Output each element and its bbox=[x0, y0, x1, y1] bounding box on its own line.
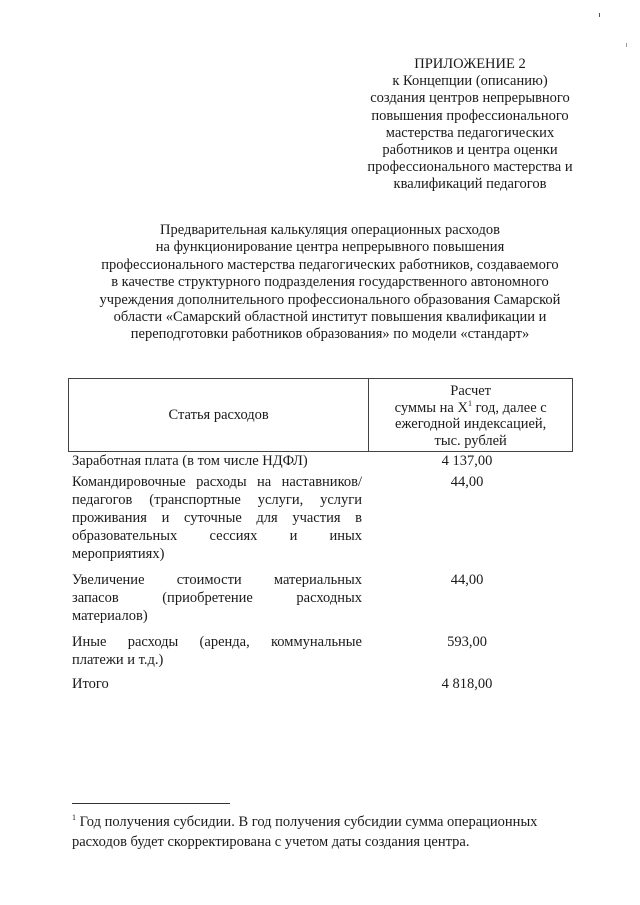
row-name bbox=[72, 452, 362, 470]
header-amount-line: тыс. рублей bbox=[434, 432, 507, 449]
row-name bbox=[72, 473, 362, 563]
title-line: учреждения дополнительного профессионального образования Самарской bbox=[99, 291, 561, 308]
title-line: области «Самарский областной институт повышения квалификации и bbox=[113, 309, 547, 326]
header-expense-item: Статья расходов bbox=[69, 379, 369, 452]
table-row bbox=[72, 473, 572, 563]
appendix-line: мастерства педагогических bbox=[385, 124, 555, 141]
row-name-line: Заработная плата (в том числе НДФЛ) bbox=[72, 453, 308, 469]
title-line: переподготовки работников образования» по модели «стандарт» bbox=[130, 326, 530, 343]
row-name-line: образовательных сессиях и иных bbox=[72, 528, 362, 544]
title-line: на функционирование центра непрерывного повышения bbox=[155, 239, 505, 256]
row-name-line: платежи и т.д.) bbox=[72, 652, 164, 668]
row-name-line: материалов) bbox=[72, 608, 148, 624]
footnote-ref: 1 bbox=[467, 398, 472, 408]
table-row bbox=[72, 633, 572, 669]
row-name-line: проживания и суточные для участия в bbox=[72, 510, 362, 526]
row-name-line: запасов (приобретение расходных bbox=[72, 590, 362, 606]
row-value: 4 818,00 bbox=[441, 676, 493, 692]
row-name-line: Командировочные расходы на наставников/ bbox=[72, 474, 362, 490]
row-name-line: Увеличение стоимости материальных bbox=[72, 572, 362, 588]
footnote-line: расходов будет скорректирована с учетом даты создания центра. bbox=[72, 834, 470, 850]
appendix-line: повышения профессионального bbox=[371, 107, 569, 124]
row-value: 44,00 bbox=[450, 572, 484, 588]
footnote-line bbox=[72, 812, 572, 832]
appendix-line: создания центров непрерывного bbox=[370, 90, 570, 107]
expense-table-header bbox=[68, 378, 573, 452]
table-row-total bbox=[72, 675, 572, 693]
header-amount-line: Расчет bbox=[450, 383, 492, 399]
footnote-text: Год получения субсидии. В год получения субсидии сумма операционных bbox=[79, 814, 538, 830]
footnote bbox=[72, 812, 572, 852]
row-value: 4 137,00 bbox=[441, 453, 493, 469]
table-row bbox=[72, 571, 572, 625]
row-name-line: педагогов (транспортные услуги, услуги bbox=[72, 492, 362, 508]
appendix-line: квалификаций педагогов bbox=[393, 176, 547, 193]
header-amount-line: ежегодной индексацией, bbox=[395, 416, 547, 432]
appendix-line: профессионального мастерства и bbox=[367, 159, 573, 176]
row-name bbox=[72, 633, 362, 669]
row-name bbox=[72, 675, 362, 693]
title-line: профессионального мастерства педагогических работников, создаваемого bbox=[101, 256, 559, 273]
header-amount-line bbox=[369, 400, 572, 417]
header-amount bbox=[369, 379, 573, 452]
table-header-row bbox=[69, 379, 573, 452]
header-text: год, далее с bbox=[471, 399, 547, 416]
footnote-marker: 1 bbox=[72, 813, 76, 823]
row-name-line: мероприятиях) bbox=[72, 546, 165, 562]
appendix-line: работников и центра оценки bbox=[382, 142, 558, 159]
scan-artifact bbox=[626, 43, 627, 47]
document-title bbox=[70, 222, 590, 344]
appendix-label: ПРИЛОЖЕНИЕ 2 bbox=[414, 56, 526, 72]
scan-artifact bbox=[599, 13, 600, 17]
footnote-separator bbox=[72, 803, 230, 804]
expense-table-body bbox=[72, 452, 572, 696]
header-text: суммы на X bbox=[394, 399, 468, 416]
row-name bbox=[72, 571, 362, 625]
appendix-line: к Концепции (описанию) bbox=[392, 73, 548, 90]
row-name-line: Иные расходы (аренда, коммунальные bbox=[72, 634, 362, 650]
title-line: Предварительная калькуляция операционных расходов bbox=[160, 222, 500, 238]
table-row bbox=[72, 452, 572, 470]
row-value: 593,00 bbox=[447, 634, 487, 650]
row-name-line: Итого bbox=[72, 676, 109, 692]
title-line: в качестве структурного подразделения государственного автономного bbox=[111, 274, 549, 291]
appendix-heading bbox=[340, 56, 600, 194]
row-value: 44,00 bbox=[450, 474, 484, 490]
